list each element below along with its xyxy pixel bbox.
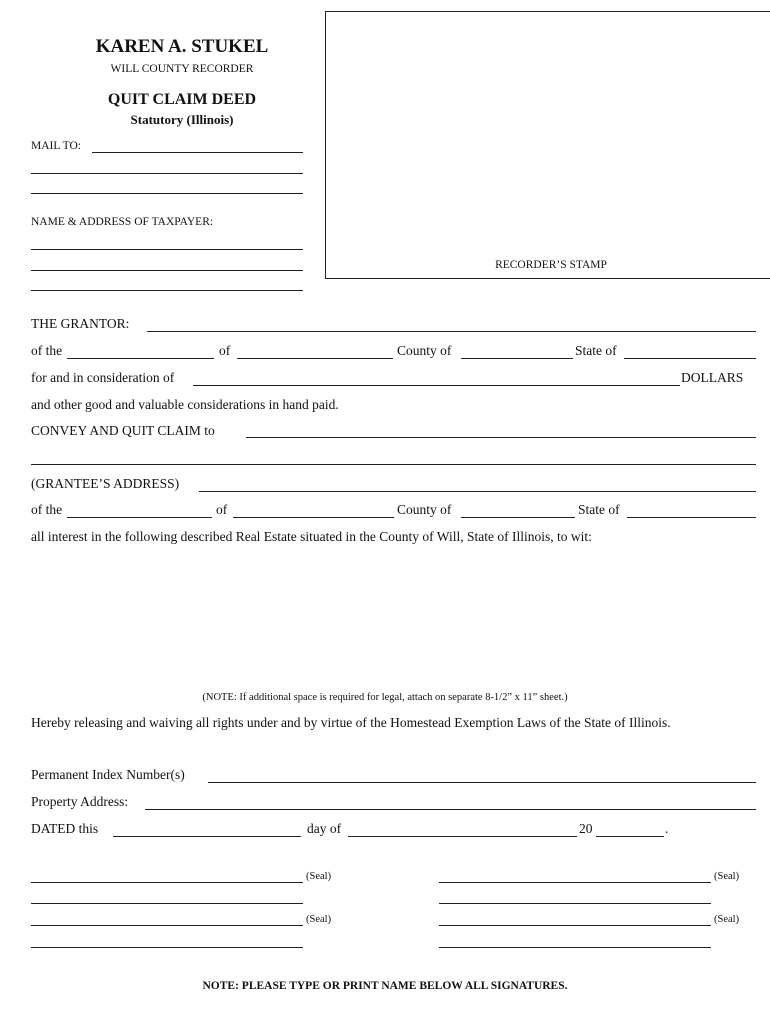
dated-label: DATED this bbox=[31, 821, 99, 836]
mail-to-field-line-2[interactable] bbox=[31, 173, 303, 174]
dated-day-field[interactable] bbox=[113, 836, 301, 837]
printed-name-line-right-2[interactable] bbox=[439, 947, 711, 948]
grantor-county-field[interactable] bbox=[461, 358, 573, 359]
grantor-label: THE GRANTOR: bbox=[31, 316, 130, 331]
grantee-county-label: County of bbox=[397, 502, 452, 517]
taxpayer-field-line-2[interactable] bbox=[31, 270, 303, 271]
pin-label: Permanent Index Number(s) bbox=[31, 767, 185, 782]
seal-label-left-2: (Seal) bbox=[306, 914, 332, 925]
grantee-of-field[interactable] bbox=[233, 517, 394, 518]
seal-label-left-1: (Seal) bbox=[306, 871, 332, 882]
property-address-field[interactable] bbox=[145, 809, 756, 810]
dated-period: . bbox=[665, 821, 669, 836]
taxpayer-field-line-3[interactable] bbox=[31, 290, 303, 291]
seal-label-right-2: (Seal) bbox=[714, 914, 740, 925]
day-of-label: day of bbox=[307, 821, 342, 836]
grantee-state-field[interactable] bbox=[627, 517, 756, 518]
grantee-address-field[interactable] bbox=[199, 491, 756, 492]
dollars-label: DOLLARS bbox=[681, 370, 744, 385]
legal-attachment-note: (NOTE: If additional space is required for legal, attach on separate 8-1/2” x 11” sheet.) bbox=[202, 692, 568, 703]
real-estate-description-text: all interest in the following described Real Estate situated in the County of Will, State of Illinois, to wit: bbox=[31, 529, 592, 544]
grantee-of-the-field[interactable] bbox=[67, 517, 212, 518]
convey-quit-claim-label: CONVEY AND QUIT CLAIM to bbox=[31, 423, 215, 438]
printed-name-line-left-1[interactable] bbox=[31, 903, 303, 904]
grantor-of-field[interactable] bbox=[237, 358, 393, 359]
property-address-label: Property Address: bbox=[31, 794, 129, 809]
seal-label-right-1: (Seal) bbox=[714, 871, 740, 882]
grantor-county-label: County of bbox=[397, 343, 452, 358]
footer-note: NOTE: PLEASE TYPE OR PRINT NAME BELOW ALL SIGNATURES. bbox=[202, 980, 568, 992]
taxpayer-field-line-1[interactable] bbox=[31, 249, 303, 250]
homestead-waiver-text: Hereby releasing and waiving all rights under and by virtue of the Homestead Exemption Laws of the State of Illinois. bbox=[31, 715, 671, 730]
mail-to-field-line-3[interactable] bbox=[31, 193, 303, 194]
grantee-field-line-2[interactable] bbox=[31, 464, 756, 465]
recorders-stamp-label: RECORDER’S STAMP bbox=[495, 259, 607, 271]
grantor-state-field[interactable] bbox=[624, 358, 756, 359]
grantee-of-label: of bbox=[216, 502, 228, 517]
recorder-name: KAREN A. STUKEL bbox=[95, 36, 269, 57]
signature-line-right-2[interactable] bbox=[439, 925, 711, 926]
recorders-stamp-box bbox=[325, 11, 770, 279]
printed-name-line-right-1[interactable] bbox=[439, 903, 711, 904]
signature-line-right-1[interactable] bbox=[439, 882, 711, 883]
signature-line-left-2[interactable] bbox=[31, 925, 303, 926]
legal-description-area[interactable] bbox=[31, 552, 756, 682]
mail-to-field[interactable] bbox=[92, 152, 303, 153]
printed-name-line-left-2[interactable] bbox=[31, 947, 303, 948]
dated-month-field[interactable] bbox=[348, 836, 577, 837]
consideration-label: for and in consideration of bbox=[31, 370, 175, 385]
grantee-address-label: (GRANTEE’S ADDRESS) bbox=[31, 476, 180, 491]
grantor-of-the-label: of the bbox=[31, 343, 63, 358]
mail-to-label: MAIL TO: bbox=[31, 140, 81, 152]
document-subtitle: Statutory (Illinois) bbox=[130, 112, 234, 127]
grantee-of-the-label: of the bbox=[31, 502, 63, 517]
grantor-of-the-field[interactable] bbox=[67, 358, 214, 359]
taxpayer-label: NAME & ADDRESS OF TAXPAYER: bbox=[31, 216, 214, 228]
pin-field[interactable] bbox=[208, 782, 756, 783]
dated-year-field[interactable] bbox=[596, 836, 664, 837]
grantee-field[interactable] bbox=[246, 437, 756, 438]
year-prefix-label: 20 bbox=[579, 821, 593, 836]
signature-line-left-1[interactable] bbox=[31, 882, 303, 883]
recorder-title: WILL COUNTY RECORDER bbox=[110, 63, 254, 75]
grantor-state-label: State of bbox=[575, 343, 617, 358]
grantee-state-label: State of bbox=[578, 502, 620, 517]
grantor-field[interactable] bbox=[147, 331, 756, 332]
other-consideration-text: and other good and valuable considerations in hand paid. bbox=[31, 397, 339, 412]
grantor-of-label: of bbox=[219, 343, 231, 358]
document-title: QUIT CLAIM DEED bbox=[107, 91, 257, 108]
consideration-amount-field[interactable] bbox=[193, 385, 680, 386]
grantee-county-field[interactable] bbox=[461, 517, 575, 518]
